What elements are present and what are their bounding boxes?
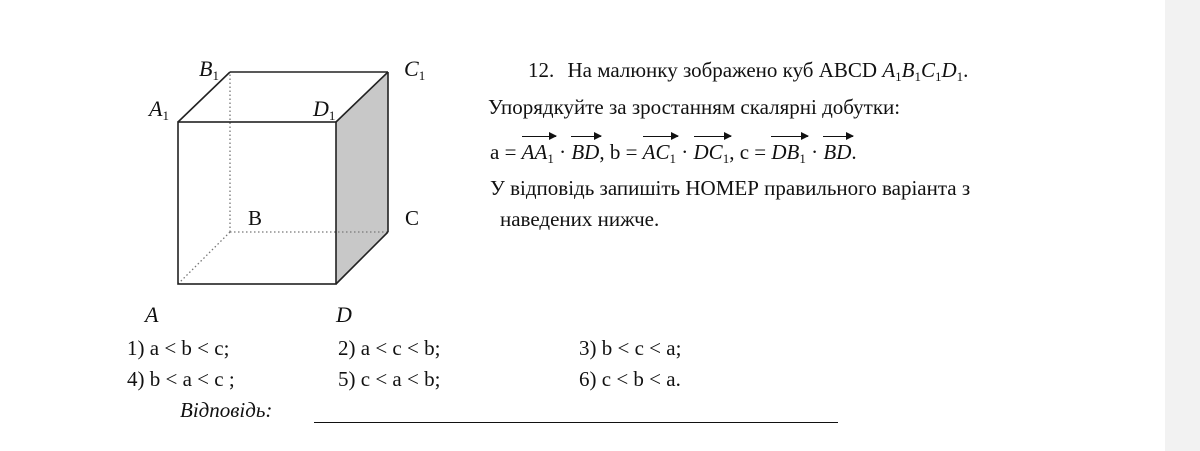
vertex-label-B1: $B_1$ xyxy=(199,56,219,83)
answer-field[interactable] xyxy=(314,422,838,423)
vector-DB1: $DB_1$ xyxy=(771,136,806,167)
option-1[interactable]: 1) a < b < c; xyxy=(127,336,230,360)
vertex-label-C: C xyxy=(405,206,420,230)
vertex-label-A1: $A_1$ xyxy=(149,96,169,123)
vertex-label-B: B xyxy=(248,206,263,230)
cube-front-face xyxy=(178,122,336,284)
cube-right-face xyxy=(336,72,388,284)
vertex-label-A: A xyxy=(145,302,159,327)
vector-BD: BD xyxy=(571,136,599,165)
cube-name: $A_1B_1C_1D_1$ xyxy=(882,58,964,84)
answer-prompt-line-2: наведених нижче. xyxy=(500,207,660,231)
option-2[interactable]: 2) a < c < b; xyxy=(338,336,441,360)
problem-number: 12. xyxy=(528,58,555,82)
option-6[interactable]: 6) c < b < a. xyxy=(579,367,681,391)
vertex-label-C1: $C_1$ xyxy=(404,56,426,83)
vertex-label-D1: $D_1$ xyxy=(313,96,336,123)
answer-label: Відповідь: xyxy=(180,398,273,422)
answer-prompt-line-1: У відповідь запишіть НОМЕР правильного варіанта з xyxy=(490,176,971,200)
scalar-products: a = $AA_1$ · BD, b = $AC_1$ · $DC_1$, c = $DB_1$ · BD. xyxy=(490,136,857,167)
option-4[interactable]: 4) b < a < c ; xyxy=(127,367,235,391)
hidden-edge-AB xyxy=(178,232,230,284)
vector-AC1: $AC_1$ xyxy=(643,136,676,167)
vector-AA1: $AA_1$ xyxy=(522,136,554,167)
vector-DC1: $DC_1$ xyxy=(694,136,730,167)
instruction: Упорядкуйте за зростанням скалярні добутки: xyxy=(488,95,901,119)
problem-statement: 12. На малюнку зображено куб ABCD $A_1B_1C_1D_1$. xyxy=(528,58,969,84)
vertex-label-D: D xyxy=(336,302,352,327)
option-5[interactable]: 5) c < a < b; xyxy=(338,367,441,391)
vector-BD-2: BD xyxy=(823,136,851,165)
option-3[interactable]: 3) b < c < a; xyxy=(579,336,682,360)
